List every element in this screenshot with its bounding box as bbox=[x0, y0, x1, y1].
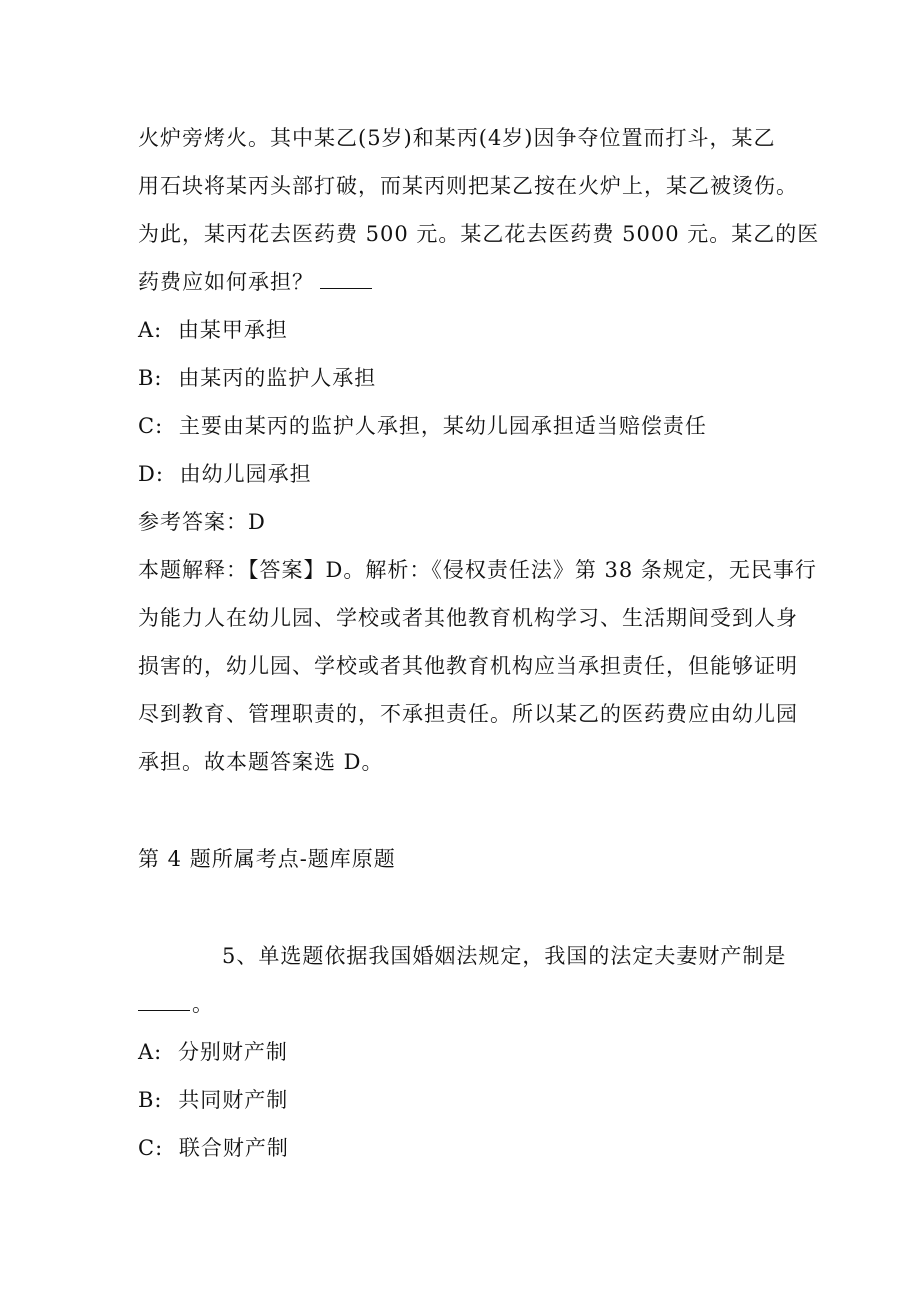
option-text: 由某甲承担 bbox=[177, 318, 288, 342]
option-text: 由某丙的监护人承担 bbox=[178, 366, 377, 390]
option-key: C: bbox=[138, 1136, 164, 1160]
q4-option-a bbox=[138, 316, 288, 344]
option-key: D: bbox=[138, 462, 164, 486]
q4-explanation-line-1: 本题解释：【答案】D。解析：《侵权责任法》第 38 条规定，无民事行 bbox=[138, 558, 817, 582]
q4-stem-line-3: 为此，某丙花去医药费 500 元。某乙花去医药费 5000 元。某乙的医 bbox=[138, 222, 820, 246]
option-key: A: bbox=[138, 318, 163, 342]
q4-topic: 第 4 题所属考点-题库原题 bbox=[138, 847, 396, 871]
q4-explanation-line-3: 损害的，幼儿园、学校或者其他教育机构应当承担责任，但能够证明 bbox=[138, 654, 798, 678]
q5-option-c bbox=[138, 1134, 289, 1162]
q4-stem-line-4 bbox=[138, 268, 372, 296]
option-text: 分别财产制 bbox=[177, 1040, 288, 1064]
option-text: 由幼儿园承担 bbox=[179, 462, 312, 486]
option-key: B: bbox=[138, 1088, 163, 1112]
answer-blank bbox=[320, 270, 372, 289]
answer-blank bbox=[138, 992, 190, 1011]
q5-option-b bbox=[138, 1086, 288, 1114]
q4-answer: 参考答案：D bbox=[138, 510, 266, 534]
option-key: C: bbox=[138, 414, 164, 438]
q5-stem-line-2 bbox=[138, 990, 214, 1018]
q5-option-a bbox=[138, 1038, 288, 1066]
q5-stem-line-1: 5、单选题依据我国婚姻法规定，我国的法定夫妻财产制是 bbox=[222, 944, 787, 968]
option-text: 联合财产制 bbox=[178, 1136, 289, 1160]
q4-explanation-line-4: 尽到教育、管理职责的，不承担责任。所以某乙的医药费应由幼儿园 bbox=[138, 702, 798, 726]
q4-option-d bbox=[138, 460, 312, 488]
q4-stem-line-2: 用石块将某丙头部打破，而某丙则把某乙按在火炉上，某乙被烫伤。 bbox=[138, 174, 798, 198]
q4-explanation-line-5: 承担。故本题答案选 D。 bbox=[138, 750, 384, 774]
q4-option-b bbox=[138, 364, 376, 392]
q4-stem-text: 药费应如何承担？ bbox=[138, 270, 314, 294]
q4-option-c bbox=[138, 412, 707, 440]
option-text: 共同财产制 bbox=[178, 1088, 289, 1112]
q4-stem-line-1: 火炉旁烤火。其中某乙(5岁)和某丙(4岁)因争夺位置而打斗，某乙 bbox=[138, 126, 776, 150]
q5-stem-end: 。 bbox=[192, 992, 214, 1016]
option-text: 主要由某丙的监护人承担，某幼儿园承担适当赔偿责任 bbox=[178, 414, 707, 438]
option-key: A: bbox=[138, 1040, 163, 1064]
q4-explanation-line-2: 为能力人在幼儿园、学校或者其他教育机构学习、生活期间受到人身 bbox=[138, 606, 798, 630]
option-key: B: bbox=[138, 366, 163, 390]
